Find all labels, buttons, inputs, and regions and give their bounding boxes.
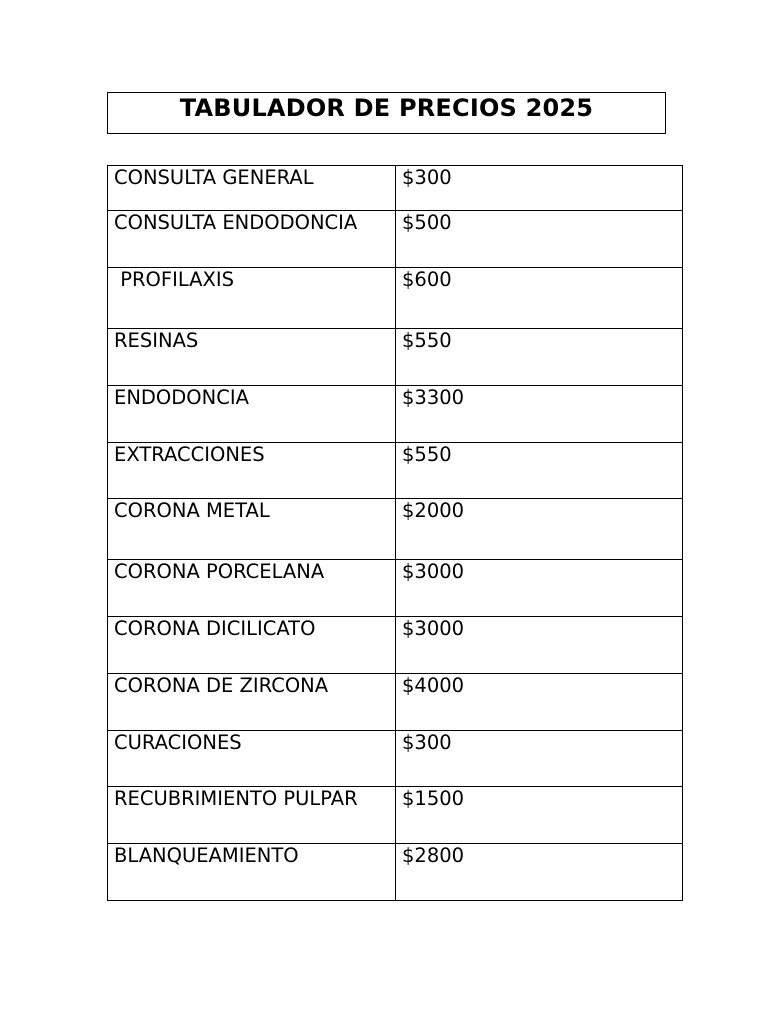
service-name: CONSULTA GENERAL (114, 166, 314, 189)
service-price: $2800 (402, 844, 465, 867)
price-cell (396, 787, 683, 844)
service-price: $300 (402, 166, 452, 189)
table-row (108, 268, 683, 329)
service-name: CORONA METAL (114, 499, 270, 522)
service-name: CORONA PORCELANA (114, 560, 325, 583)
service-cell (108, 166, 396, 211)
table-row (108, 211, 683, 268)
table-row (108, 386, 683, 443)
service-cell (108, 787, 396, 844)
service-price: $3300 (402, 386, 465, 409)
price-cell (396, 329, 683, 386)
table-row (108, 674, 683, 731)
table-row (108, 329, 683, 386)
price-cell (396, 560, 683, 617)
service-name: RECUBRIMIENTO PULPAR (114, 787, 358, 810)
service-price: $2000 (402, 499, 465, 522)
price-cell (396, 499, 683, 560)
service-price: $550 (402, 329, 452, 352)
service-name: CONSULTA ENDODONCIA (114, 211, 358, 234)
price-cell (396, 674, 683, 731)
service-cell (108, 844, 396, 901)
service-name: EXTRACCIONES (114, 443, 265, 466)
table-row (108, 844, 683, 901)
price-cell (396, 211, 683, 268)
service-cell (108, 499, 396, 560)
service-price: $3000 (402, 617, 465, 640)
price-cell (396, 268, 683, 329)
service-cell (108, 674, 396, 731)
table-row (108, 617, 683, 674)
table-row (108, 443, 683, 499)
table-row (108, 560, 683, 617)
price-table (107, 165, 683, 901)
service-price: $4000 (402, 674, 465, 697)
service-name: CURACIONES (114, 731, 242, 754)
price-cell (396, 443, 683, 499)
service-name: CORONA DICILICATO (114, 617, 316, 640)
service-price: $3000 (402, 560, 465, 583)
service-cell (108, 443, 396, 499)
service-name: BLANQUEAMIENTO (114, 844, 299, 867)
service-cell (108, 560, 396, 617)
table-row (108, 166, 683, 211)
service-cell (108, 211, 396, 268)
price-cell (396, 731, 683, 787)
service-cell (108, 731, 396, 787)
table-row (108, 731, 683, 787)
service-name: PROFILAXIS (114, 268, 234, 291)
service-cell (108, 329, 396, 386)
page-title: TABULADOR DE PRECIOS 2025 (179, 94, 594, 122)
service-price: $1500 (402, 787, 465, 810)
service-name: RESINAS (114, 329, 199, 352)
service-price: $500 (402, 211, 452, 234)
price-cell (396, 617, 683, 674)
service-cell (108, 268, 396, 329)
service-price: $300 (402, 731, 452, 754)
table-row (108, 787, 683, 844)
service-cell (108, 386, 396, 443)
service-price: $600 (402, 268, 452, 291)
table-row (108, 499, 683, 560)
price-cell (396, 166, 683, 211)
service-name: CORONA DE ZIRCONA (114, 674, 329, 697)
service-name: ENDODONCIA (114, 386, 249, 409)
service-price: $550 (402, 443, 452, 466)
title-box (107, 92, 666, 134)
service-cell (108, 617, 396, 674)
price-cell (396, 844, 683, 901)
price-cell (396, 386, 683, 443)
